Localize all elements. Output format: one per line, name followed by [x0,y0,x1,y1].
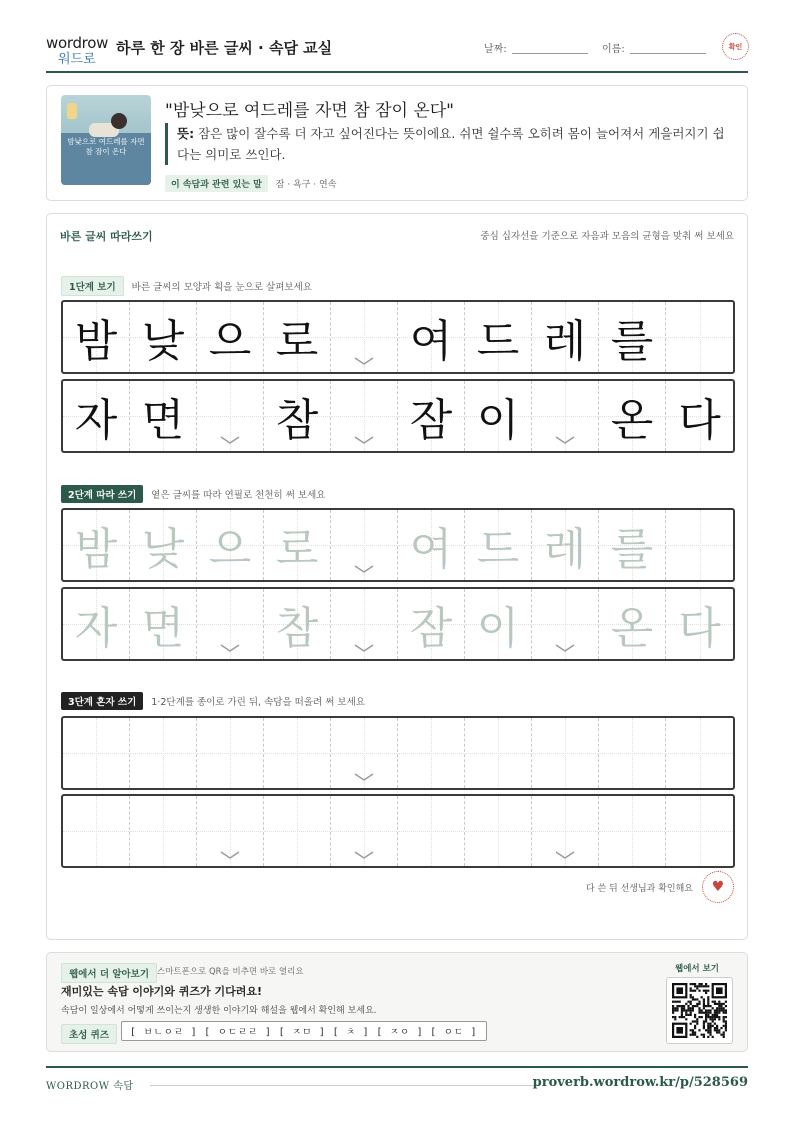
step3-row-1[interactable] [61,716,735,790]
grid-cell [63,589,130,659]
step1-row-2 [61,379,735,453]
grid-cell [264,589,331,659]
practice-character: 참 [275,603,319,654]
grid-cell [599,302,666,372]
grid-cell [666,381,733,451]
grid-cell[interactable] [331,718,398,788]
practice-character: 다 [678,395,721,446]
grid-cell[interactable] [465,796,532,866]
qr-code[interactable] [666,977,733,1044]
logo-text-korean: 워드로 [58,52,96,67]
practice-character: 여 [409,316,453,367]
grid-cell[interactable] [398,796,465,866]
practice-character: 다 [678,603,721,654]
step3-label [61,692,365,709]
grid-cell[interactable] [264,718,331,788]
space-marker-icon [354,558,374,577]
space-marker-icon [555,637,575,656]
step3-badge: 3단계 혼자 쓰기 [61,692,143,710]
practice-character: 이 [476,603,520,654]
grid-cell [63,510,130,580]
step3-row-2[interactable] [61,794,735,868]
space-marker-icon [354,766,374,785]
illustration-caption: 밤낮으로 여드레를 자면 참 잠이 온다 [67,137,145,156]
step2-hint: 옅은 글씨를 따라 연필로 천천히 써 보세요 [151,489,326,501]
step1-row-1 [61,300,735,374]
related-tag: 이 속담과 관련 있는 말 [165,175,268,192]
check-stamp [722,33,749,60]
step3-hint: 1·2단계를 종이로 가린 뒤, 속담을 떠올려 써 보세요 [151,696,365,708]
grid-cell [130,302,197,372]
grid-cell[interactable] [532,718,599,788]
heart-stamp-icon: ♥ [702,871,734,903]
practice-character: 면 [141,603,185,654]
grid-cell [398,589,465,659]
logo-text-latin: wordrow [46,34,109,52]
grid-cell[interactable] [197,796,264,866]
grid-cell[interactable] [599,718,666,788]
grid-cell [63,302,130,372]
step2-label [61,485,325,502]
practice-title: 바른 글씨 따라쓰기 [60,230,153,243]
practice-character: 낮 [141,316,185,367]
practice-character: 자 [74,395,118,446]
space-marker-icon [220,844,240,863]
practice-character: 여 [409,524,453,575]
stamp-text: 확인 [728,42,743,51]
grid-cell[interactable] [465,718,532,788]
grid-cell [331,302,398,372]
footer-brand: WORDROW 속담 [46,1081,134,1092]
grid-cell [465,589,532,659]
web-hint: 스마트폰으로 QR을 비추면 바로 열리요 [157,967,304,977]
step1-label [61,277,312,294]
grid-cell [465,510,532,580]
grid-cell[interactable] [599,796,666,866]
space-marker-icon [220,429,240,448]
grid-cell [264,510,331,580]
grid-cell[interactable] [63,718,130,788]
grid-cell [532,302,599,372]
practice-character: 온 [610,395,654,446]
grid-cell [264,302,331,372]
web-promo-card [46,952,748,1052]
practice-character: 드 [476,316,520,367]
chosung-quiz-box: [ ㅂㄴㅇㄹ ] [ ㅇㄷㄹㄹ ] [ ㅈㅁ ] [ ㅊ ] [ ㅈㅇ ] [ ㅇㄷ ] [121,1021,487,1041]
grid-cell[interactable] [666,718,733,788]
sleeper-shape [111,113,127,129]
name-label: 이름: [602,44,625,55]
practice-character: 레 [543,316,587,367]
grid-cell [666,589,733,659]
step2-row-2[interactable] [61,587,735,661]
web-headline: 재미있는 속담 이야기와 퀴즈가 기다려요! [61,985,262,998]
grid-cell [599,589,666,659]
grid-cell [465,302,532,372]
practice-character: 참 [275,395,319,446]
grid-cell[interactable] [130,796,197,866]
grid-cell [130,589,197,659]
practice-character: 밤 [74,316,118,367]
grid-cell [130,381,197,451]
footer-url[interactable]: proverb.wordrow.kr/p/528569 [532,1075,748,1090]
grid-cell [331,510,398,580]
grid-cell [197,589,264,659]
practice-character: 를 [610,524,654,575]
grid-cell[interactable] [532,796,599,866]
space-marker-icon [555,429,575,448]
grid-cell [599,510,666,580]
practice-character: 자 [74,603,118,654]
practice-section [46,213,748,940]
grid-cell [197,302,264,372]
grid-cell [130,510,197,580]
meaning-text: 잠은 많이 잘수록 더 자고 싶어진다는 뜻이에요. 쉬면 쉴수록 오히려 몸이 늘어져서 게을러지기 쉽다는 의미로 쓰인다. [177,126,725,162]
page-header [46,30,748,73]
grid-cell [666,510,733,580]
space-marker-icon [354,844,374,863]
step2-badge: 2단계 따라 쓰기 [61,485,143,503]
grid-cell [465,381,532,451]
practice-character: 낮 [141,524,185,575]
practice-character: 으 [208,524,252,575]
practice-character: 로 [275,316,319,367]
grid-cell[interactable] [197,718,264,788]
practice-character: 온 [610,603,654,654]
grid-cell [331,381,398,451]
grid-cell[interactable] [331,796,398,866]
practice-character: 를 [610,316,654,367]
grid-cell[interactable] [398,718,465,788]
practice-character: 드 [476,524,520,575]
grid-cell [532,510,599,580]
meaning-label: 뜻: [177,126,195,141]
page-title: 하루 한 장 바른 글씨 · 속담 교실 [116,39,333,57]
practice-character: 이 [476,395,520,446]
grid-cell [398,302,465,372]
space-marker-icon [220,637,240,656]
wordrow-logo[interactable] [46,34,109,67]
web-badge: 웹에서 더 알아보기 [61,963,157,983]
step2-row-1[interactable] [61,508,735,582]
footer-divider [150,1085,538,1086]
practice-character: 면 [141,395,185,446]
related-words: 잠 · 욕구 · 연속 [275,179,337,190]
name-field[interactable] [630,53,706,54]
quiz-label: 초성 퀴즈 [61,1024,117,1044]
step1-hint: 바른 글씨의 모양과 획을 눈으로 살펴보세요 [131,281,312,293]
date-field[interactable] [512,53,588,54]
proverb-illustration [61,95,151,185]
practice-character: 레 [543,524,587,575]
teacher-note: 다 쓴 뒤 선생님과 확인해요 [585,884,693,894]
proverb-title: "밤낮으로 여드레를 자면 참 잠이 온다" [165,101,454,121]
grid-cell [264,381,331,451]
practice-character: 로 [275,524,319,575]
grid-cell [398,381,465,451]
practice-character: 으 [208,316,252,367]
qr-code-icon [672,983,727,1038]
web-description: 속담이 일상에서 어떻게 쓰이는지 생생한 이야기와 해설을 웹에서 확인해 보세요. [61,1006,377,1016]
date-label: 날짜: [484,44,507,55]
practice-character: 잠 [409,395,453,446]
space-marker-icon [555,844,575,863]
page-footer [46,1066,748,1096]
grid-cell [666,302,733,372]
grid-cell [63,381,130,451]
space-marker-icon [354,350,374,369]
grid-cell [197,510,264,580]
grid-cell [599,381,666,451]
grid-cell[interactable] [130,718,197,788]
practice-hint: 중심 십자선을 기준으로 자음과 모음의 균형을 맞춰 써 보세요 [480,231,734,242]
related-row [165,175,336,191]
proverb-meaning [165,123,725,165]
step1-badge: 1단계 보기 [61,276,124,296]
grid-cell [197,381,264,451]
lamp-shape [67,103,77,119]
space-marker-icon [354,429,374,448]
grid-cell[interactable] [264,796,331,866]
grid-cell[interactable] [63,796,130,866]
proverb-card [46,85,748,201]
grid-cell [532,589,599,659]
grid-cell [398,510,465,580]
grid-cell [532,381,599,451]
practice-character: 밤 [74,524,118,575]
space-marker-icon [354,637,374,656]
grid-cell[interactable] [666,796,733,866]
practice-character: 잠 [409,603,453,654]
qr-label: 웹에서 보기 [674,964,719,974]
grid-cell [331,589,398,659]
